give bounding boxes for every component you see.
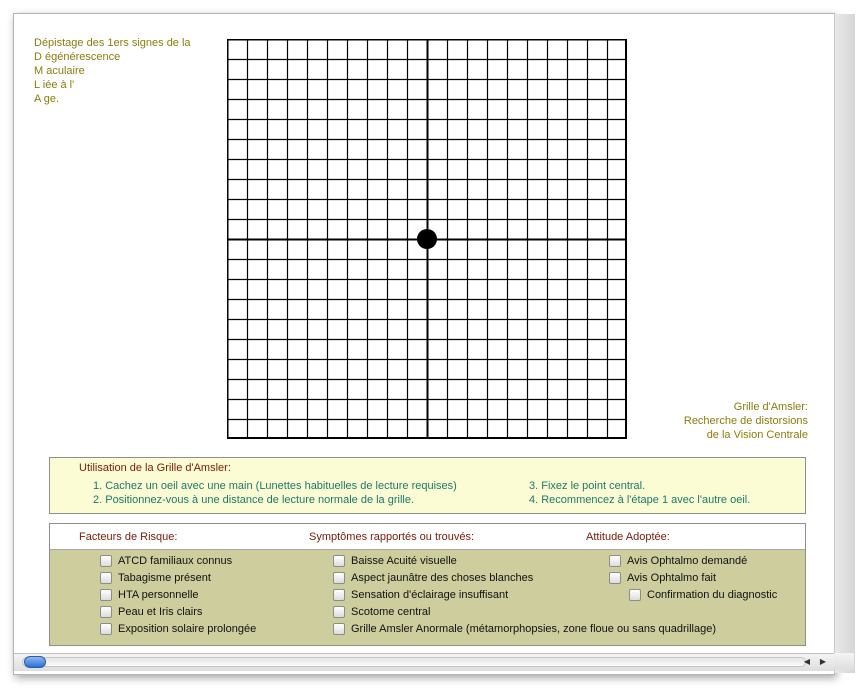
checkbox-label: Avis Ophtalmo fait	[627, 572, 717, 584]
amsler-grid-drawing	[227, 39, 627, 439]
title-line: Dépistage des 1ers signes de la	[34, 37, 191, 49]
checkbox-label: Baisse Acuité visuelle	[351, 555, 457, 567]
checkbox-label: Sensation d'éclairage insuffisant	[351, 589, 509, 601]
checkbox-label: Scotome central	[351, 606, 431, 618]
amsler-caption	[684, 400, 808, 442]
symptoms-heading: Symptômes rapportés ou trouvés:	[309, 531, 475, 543]
checkbox-label: Grille Amsler Anormale (métamorphopsies, zone floue ou sans quadrillage)	[351, 623, 717, 635]
checkbox-label: HTA personnelle	[118, 589, 199, 601]
assessment-panel	[49, 523, 806, 646]
checkbox-hta[interactable]	[100, 589, 199, 601]
checkbox-label: Tabagisme présent	[118, 572, 211, 584]
scroll-right-icon[interactable]: ▶	[819, 657, 827, 666]
checkbox-box[interactable]	[333, 589, 345, 601]
checkbox-box[interactable]	[100, 606, 112, 618]
risk-heading: Facteurs de Risque:	[79, 531, 178, 543]
checkbox-atcd[interactable]	[100, 555, 232, 567]
checkbox-box[interactable]	[333, 623, 345, 635]
title-line: M aculaire	[34, 65, 85, 77]
title-line: D égénérescence	[34, 51, 121, 63]
checkbox-box[interactable]	[333, 572, 345, 584]
checkbox-label: Confirmation du diagnostic	[647, 589, 778, 601]
page-title	[34, 36, 191, 106]
checkbox-label: Exposition solaire prolongée	[118, 623, 257, 635]
checkbox-exposition-solaire[interactable]	[100, 623, 256, 635]
usage-instructions	[49, 457, 806, 514]
resize-corner[interactable]	[834, 653, 854, 670]
amsler-grid	[227, 39, 627, 439]
checkbox-confirmation[interactable]	[629, 589, 777, 601]
checkbox-box[interactable]	[100, 572, 112, 584]
checkbox-box[interactable]	[100, 623, 112, 635]
usage-step-4: 4. Recommencez à l'étape 1 avec l'autre oeil.	[529, 494, 751, 506]
checkbox-box[interactable]	[609, 572, 621, 584]
checkbox-scotome[interactable]	[333, 606, 430, 618]
checkbox-box[interactable]	[333, 555, 345, 567]
checkbox-box[interactable]	[609, 555, 621, 567]
checkbox-box[interactable]	[629, 589, 641, 601]
caption-line: Recherche de distorsions	[683, 415, 808, 427]
scroll-track[interactable]	[22, 657, 806, 667]
caption-line: de la Vision Centrale	[706, 429, 808, 441]
attitude-heading: Attitude Adoptée:	[586, 531, 670, 543]
checkbox-box[interactable]	[100, 555, 112, 567]
checkbox-peau-iris[interactable]	[100, 606, 202, 618]
usage-step-2: 2. Positionnez-vous à une distance de lecture normale de la grille.	[93, 494, 415, 506]
horizontal-scrollbar[interactable]	[14, 653, 834, 671]
fixation-dot	[417, 229, 437, 249]
checkbox-box[interactable]	[333, 606, 345, 618]
scroll-left-icon[interactable]: ◀	[803, 657, 811, 666]
usage-heading: Utilisation de la Grille d'Amsler:	[79, 462, 231, 474]
usage-step-3: 3. Fixez le point central.	[529, 480, 646, 492]
checkbox-box[interactable]	[100, 589, 112, 601]
checkbox-avis-fait[interactable]	[609, 572, 716, 584]
checkbox-label: Aspect jaunâtre des choses blanches	[351, 572, 534, 584]
panel-header-row	[50, 524, 805, 550]
checkbox-label: Avis Ophtalmo demandé	[627, 555, 748, 567]
title-line: L iée à l'	[34, 79, 75, 91]
checkbox-label: ATCD familiaux connus	[118, 555, 233, 567]
title-line: A ge.	[34, 93, 60, 105]
scroll-thumb[interactable]	[24, 656, 46, 668]
usage-step-1: 1. Cachez un oeil avec une main (Lunettes habituelles de lecture requises)	[93, 480, 457, 492]
checkbox-aspect-jaunatre[interactable]	[333, 572, 533, 584]
checkbox-avis-demande[interactable]	[609, 555, 747, 567]
checkbox-baisse-acuite[interactable]	[333, 555, 457, 567]
caption-line: Grille d'Amsler:	[733, 401, 808, 413]
checkbox-label: Peau et Iris clairs	[118, 606, 203, 618]
checkbox-eclairage[interactable]	[333, 589, 508, 601]
checkbox-tabagisme[interactable]	[100, 572, 211, 584]
checkbox-grille-anormale[interactable]	[333, 623, 716, 635]
window-edge	[834, 14, 855, 673]
